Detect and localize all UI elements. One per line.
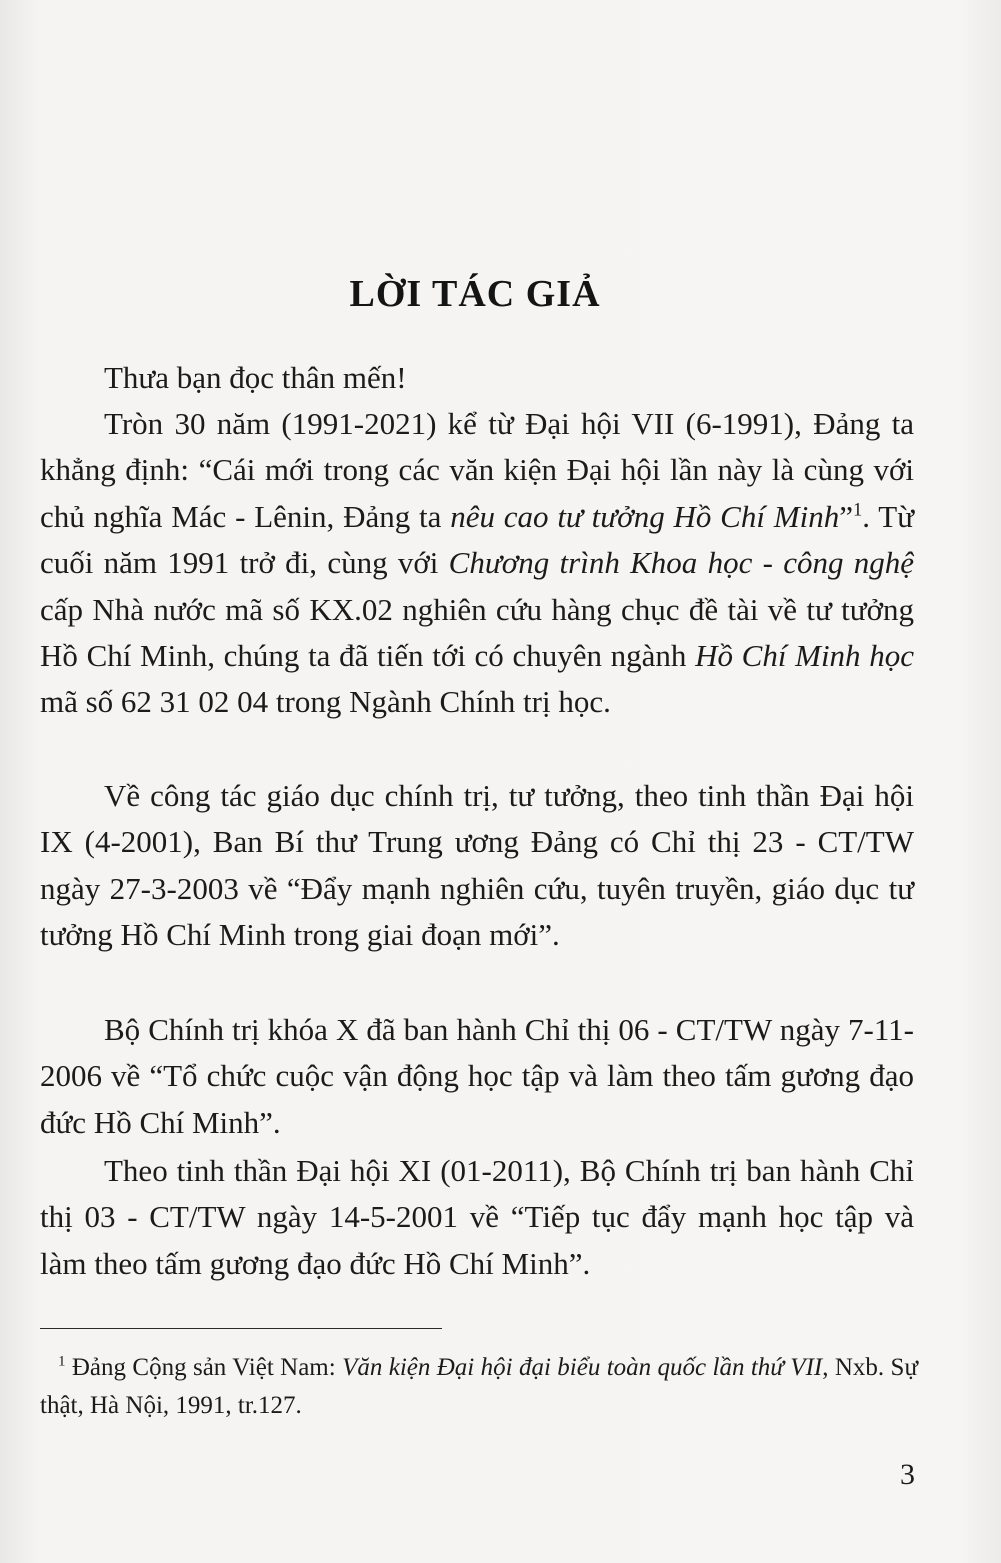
para1-text-1: Tròn 30 năm (1991-2021) kể từ Đại hội VII (6-1991), Đảng ta khẳng định: “Cái mới trong các văn kiện Đại hội lần này là cùng với chủ nghĩa Mác - Lênin, Đảng ta [40, 406, 914, 534]
footnote-ref-marker[interactable]: 1 [852, 499, 863, 521]
footnote-text-2: , Nxb. Sự thật, Hà Nội, 1991, tr.127. [40, 1354, 919, 1419]
para1-italic-3: Hồ Chí Minh học [695, 638, 914, 674]
footnote-marker: 1 [58, 1353, 66, 1370]
footnote-divider [40, 1328, 442, 1329]
para1-italic-2: Chương trình Khoa học - công nghệ [448, 545, 914, 581]
para1-text-2: ” [839, 498, 853, 534]
greeting-paragraph [40, 355, 914, 401]
footnote-italic: Văn kiện Đại hội đại biểu toàn quốc lần thứ VII [342, 1354, 823, 1381]
para1-text-5: mã số 62 31 02 04 trong Ngành Chính trị học. [40, 684, 611, 720]
para1-text-3: . Từ cuối năm 1991 trở đi, cùng với [40, 498, 914, 581]
para2-text: Về công tác giáo dục chính trị, tư tưởng, theo tinh thần Đại hội IX (4-2001), Ban Bí thư Trung ương Đảng có Chỉ thị 23 - CT/TW ngày 27-3-2003 về “Đẩy mạnh nghiên cứu, tuyên truyền, giáo dục tư tưởng Hồ Chí Minh trong giai đoạn mới”. [40, 778, 914, 953]
greeting-text: Thưa bạn đọc thân mến! [104, 360, 407, 395]
para1-italic-1: nêu cao tư tưởng Hồ Chí Minh [450, 498, 840, 534]
para1-text-4: cấp Nhà nước mã số KX.02 nghiên cứu hàng chục đề tài về tư tưởng Hồ Chí Minh, chúng ta đã tiến tới có chuyên ngành [40, 591, 914, 674]
paragraph-3 [40, 1007, 914, 1146]
footnote [40, 1349, 918, 1425]
page-number: 3 [900, 1458, 915, 1491]
paragraph-1 [40, 401, 914, 726]
paragraph-2 [40, 773, 914, 959]
paragraph-4 [40, 1148, 914, 1287]
para3-text: Bộ Chính trị khóa X đã ban hành Chỉ thị 06 - CT/TW ngày 7-11-2006 về “Tổ chức cuộc vận động học tập và làm theo tấm gương đạo đức Hồ Chí Minh”. [40, 1012, 914, 1140]
para4-text: Theo tinh thần Đại hội XI (01-2011), Bộ Chính trị ban hành Chỉ thị 03 - CT/TW ngày 14-5-2001 về “Tiếp tục đẩy mạnh học tập và làm theo tấm gương đạo đức Hồ Chí Minh”. [40, 1153, 914, 1281]
footnote-text-1: Đảng Cộng sản Việt Nam: [65, 1354, 343, 1381]
page-title: LỜI TÁC GIẢ [349, 273, 601, 315]
